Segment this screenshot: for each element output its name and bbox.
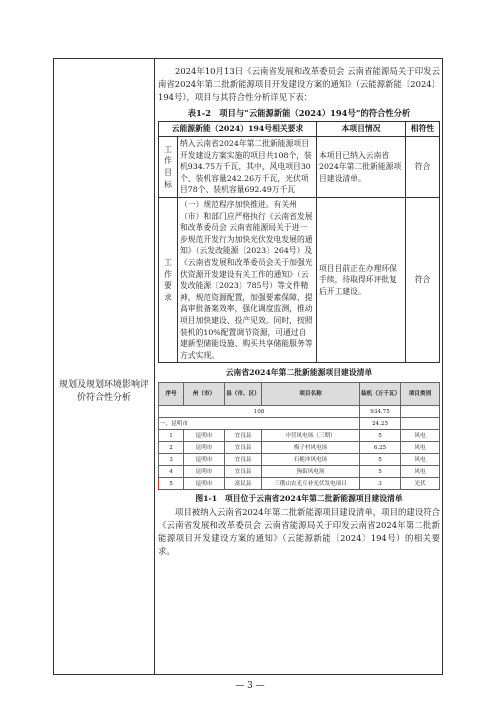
row-requirement: 纳入云南省2024年第二批新能源项目开发建设方案实施的项目共108个，装机934.75万千瓦，其中，风电项目30个、装机容量242.26万千瓦，光伏项目78个、装机容量692.49万千瓦 xyxy=(178,137,317,198)
table-caption: 表1-2 项目与“云能源新能（2024）194号”的符合性分析 xyxy=(187,108,411,118)
section-label: 规划及规划环境影响评价符合性分析 xyxy=(58,380,149,403)
header-requirement: 云能源新能（2024）194号相关要求 xyxy=(159,122,317,137)
project-name: 中营风电场（三期） xyxy=(262,430,360,442)
fig-header-no: 序号 xyxy=(159,383,184,406)
project-list-figure xyxy=(158,367,440,504)
page-number: — 3 — xyxy=(235,681,265,691)
project-type: 风电 xyxy=(401,466,440,478)
total-type-empty xyxy=(401,406,440,418)
project-row xyxy=(159,442,440,454)
fig-header-capacity: 装机（万千瓦） xyxy=(360,383,401,406)
project-capacity: 5 xyxy=(360,430,401,442)
group-capacity: 24.25 xyxy=(360,418,401,430)
total-capacity: 934.75 xyxy=(360,406,401,418)
project-list-table xyxy=(158,382,440,490)
fig-header-type: 项目类别 xyxy=(401,383,440,406)
section-content xyxy=(158,65,440,558)
project-type: 风电 xyxy=(401,430,440,442)
project-prefecture: 昆明市 xyxy=(184,430,225,442)
project-prefecture: 昆明市 xyxy=(184,442,225,454)
project-type: 光伏 xyxy=(401,478,440,490)
analysis-table-frame xyxy=(53,58,443,675)
column-divider xyxy=(154,59,155,674)
row-conformity: 符合 xyxy=(406,137,440,198)
intro-paragraph: 2024年10月13日《云南省发展和改革委员会 云南省能源局关于印发云南省2024年第二批新能源项目开发建设方案的通知》（云能源新能〔2024〕194号），项目与其符合性分析详见下表： xyxy=(158,66,440,102)
project-no: 5 xyxy=(159,478,184,490)
header-conformity: 相符性 xyxy=(406,122,440,137)
project-row xyxy=(159,430,440,442)
conformity-table xyxy=(158,121,440,363)
project-capacity: 5 xyxy=(360,466,401,478)
project-no: 1 xyxy=(159,430,184,442)
project-county: 宜良县 xyxy=(225,466,262,478)
project-row xyxy=(159,454,440,466)
figure-caption: 图1-1 项目位于云南省2024年第二批新能源项目建设清单 xyxy=(195,494,403,504)
figure-header-row xyxy=(159,383,440,406)
row-category: 工作要求 xyxy=(159,197,178,362)
project-name: 梅子村风电场 xyxy=(262,442,360,454)
group-label: 一、昆明市 xyxy=(159,418,360,430)
project-row-highlighted xyxy=(159,478,440,490)
project-name: 狗街风电场 xyxy=(262,466,360,478)
project-type: 风电 xyxy=(401,454,440,466)
project-name: 三俄山农光互补光伏发电项目 xyxy=(262,478,360,490)
table-header-row xyxy=(159,122,440,137)
row-category: 工作目标 xyxy=(159,137,178,198)
group-type-empty xyxy=(401,418,440,430)
project-county: 富民县 xyxy=(225,478,262,490)
table-row xyxy=(159,197,440,362)
fig-header-county: 县（市、区） xyxy=(225,383,262,406)
project-county: 宜良县 xyxy=(225,454,262,466)
project-capacity: 6.25 xyxy=(360,442,401,454)
project-county: 宜良县 xyxy=(225,442,262,454)
row-conformity: 符合 xyxy=(406,197,440,362)
project-name: 石桅冲风电场 xyxy=(262,454,360,466)
row-requirement: （一）规范程序加快推进。有关州（市）和部门应严格执行《云南省发展和改革委员会 云南省能源局关于进一步规范开发行为加快光伏发电发展的通知》（云发改能源〔2023〕264号）及《云南省发展和改革委员会关于加强光伏资源开发建设有关工作的通知》（云发改能源〔2023〕785号）等文件精神，规范资源配置，加强要素保障，提高审批备案效率，强化调度监测，推动项目加快建设、投产见效。同时，按照装机的10%配置调节资源，可通过自建新型储能设施、购买共享储能服务等方式实现。 xyxy=(178,197,317,362)
project-capacity: 5 xyxy=(360,454,401,466)
closing-paragraph: 项目被纳入云南省2024年第二批新能源项目建设清单，项目的建设符合《云南省发展和改革委员会 云南省能源局关于印发云南省2024年第二批新能源项目开发建设方案的通知》（云能源新能〔2024〕194号）的相关要求。 xyxy=(158,507,440,557)
project-type: 风电 xyxy=(401,442,440,454)
project-county: 宜良县 xyxy=(225,430,262,442)
fig-header-project-name: 项目名称 xyxy=(262,383,360,406)
project-prefecture: 昆明市 xyxy=(184,454,225,466)
project-capacity: 3 xyxy=(360,478,401,490)
figure-title: 云南省2024年第二批新能源项目建设清单 xyxy=(225,368,373,378)
row-situation: 项目目前正在办理环保手续，待取得环评批复后开工建设。 xyxy=(317,197,406,362)
figure-total-row xyxy=(159,406,440,418)
project-prefecture: 昆明市 xyxy=(184,466,225,478)
row-situation: 本项目已纳入云南省2024年第二批新能源项目建设清单。 xyxy=(317,137,406,198)
project-no: 4 xyxy=(159,466,184,478)
project-no: 3 xyxy=(159,454,184,466)
figure-group-row xyxy=(159,418,440,430)
total-count: 108 xyxy=(159,406,360,418)
header-situation: 本项目情况 xyxy=(317,122,406,137)
table-row xyxy=(159,137,440,198)
project-prefecture: 昆明市 xyxy=(184,478,225,490)
project-row xyxy=(159,466,440,478)
fig-header-prefecture: 州（市） xyxy=(184,383,225,406)
project-no: 2 xyxy=(159,442,184,454)
